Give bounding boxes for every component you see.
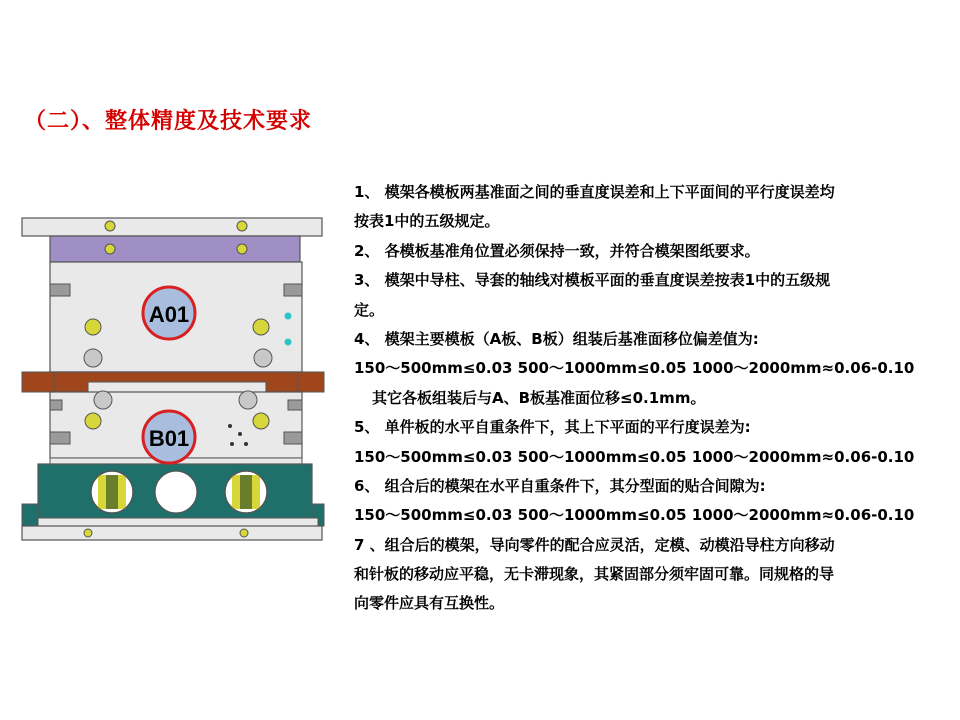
screw-icon xyxy=(84,529,92,537)
spec-line: 7 、组合后的模架，导向零件的配合应灵活，定模、动模沿导柱方向移动 xyxy=(354,535,835,554)
spec-line: 向零件应具有互换性。 xyxy=(354,594,505,613)
guide-pin-icon xyxy=(94,391,112,409)
screw-icon xyxy=(85,413,101,429)
spec-line: 150～500mm≤0.03 500～1000mm≤0.05 1000～2000mm≈0.06-0.10 xyxy=(354,447,915,466)
label-b: B01 xyxy=(148,426,190,451)
screw-icon xyxy=(105,244,115,254)
mold-base-diagram xyxy=(0,0,340,560)
screw-icon xyxy=(237,221,247,231)
spec-line: 6、 组合后的模架在水平自重条件下，其分型面的贴合间隙为: xyxy=(354,476,766,495)
ejector-hole xyxy=(155,471,197,513)
spec-line: 150～500mm≤0.03 500～1000mm≤0.05 1000～2000mm≈0.06-0.10 xyxy=(354,359,915,378)
guide-pin-icon xyxy=(239,391,257,409)
spec-line: 5、 单件板的水平自重条件下，其上下平面的平行度误差为: xyxy=(354,418,751,437)
spec-line: 4、 模架主要模板（A板、B板）组装后基准面移位偏差值为: xyxy=(354,329,759,348)
guide-pin-icon xyxy=(84,349,102,367)
screw-icon xyxy=(240,529,248,537)
ejector-hole xyxy=(91,471,133,513)
spec-line: 和针板的移动应平稳，无卡滞现象，其紧固部分须牢固可靠。同规格的导 xyxy=(354,565,835,584)
screw-icon xyxy=(105,221,115,231)
spec-line: 150～500mm≤0.03 500～1000mm≤0.05 1000～2000mm≈0.06-0.10 xyxy=(354,506,915,525)
spec-line: 2、 各模板基准角位置必须保持一致，并符合模架图纸要求。 xyxy=(354,241,760,260)
top-clamp-plate xyxy=(22,218,322,236)
spec-line: 1、 模架各模板两基准面之间的垂直度误差和上下平面间的平行度误差均 xyxy=(354,183,835,201)
spec-line: 3、 模架中导柱、导套的轴线对模板平面的垂直度误差按表1中的五级规 xyxy=(354,271,831,290)
screw-icon xyxy=(253,319,269,335)
bottom-clamp-plate xyxy=(38,518,318,526)
spec-line: 定。 xyxy=(354,300,385,319)
screw-icon xyxy=(85,319,101,335)
screw-icon xyxy=(237,244,247,254)
label-a: A01 xyxy=(148,302,190,327)
spec-line: 按表1中的五级规定。 xyxy=(354,212,500,231)
guide-pin-icon xyxy=(254,349,272,367)
spec-line: 其它各板组装后与A、B板基准面位移≤0.1mm。 xyxy=(372,388,706,407)
screw-icon xyxy=(253,413,269,429)
spec-text xyxy=(354,178,954,619)
ejector-hole xyxy=(225,471,267,513)
top-plate-purple xyxy=(50,236,300,262)
page-title: （二）、整体精度及技术要求 xyxy=(24,108,313,134)
